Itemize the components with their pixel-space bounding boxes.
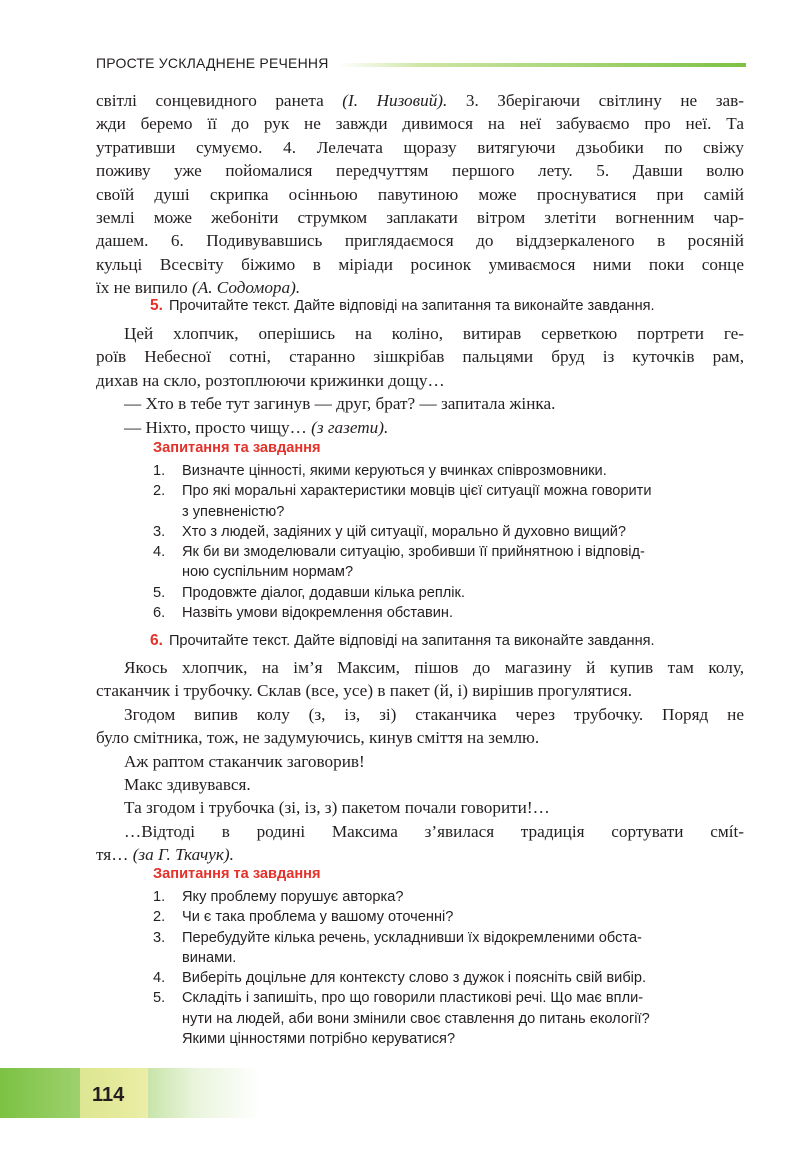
chapter-title: ПРОСТЕ УСКЛАДНЕНЕ РЕЧЕННЯ [96,55,329,71]
text-line: Якось хлопчик, на ім’я Максим, пішов до магазину й купив там колу, [124,658,744,677]
question-item: 3. Перебудуйте кілька речень, ускладнивши їх відокремленими обста- винами. [153,929,642,966]
dialog-line: — Ніхто, просто чищу… (з газети). [124,417,389,437]
running-header [96,52,746,74]
header-rule [339,63,747,67]
intro-line: кульці Всесвіту біжимо в міріади росинок умиваємося ними поки сонце [96,254,744,274]
questions-list-6 [153,887,745,1049]
intro-line: поживу уже пойомалися передчуттям першого лету. 5. Давши волю [96,161,744,181]
intro-line: землі може жебоніти струмком заплакати вітром злетіти вогненним чар- [96,208,744,228]
task-instruction: Прочитайте текст. Дайте відповіді на запитання та виконайте завдання. [168,633,655,649]
text-6 [96,656,744,867]
task-instruction: Прочитайте текст. Дайте відповіді на запитання та виконайте завдання. [168,298,655,314]
text-line: Згодом випив колу (з, із, зі) стаканчика через трубочку. Поряд не [124,704,744,724]
question-item: 2. Чи є така проблема у вашому оточенні? [153,909,454,926]
intro-paragraph [96,89,744,300]
text-line: стаканчик і трубочку. Склав (все, усе) в пакет (й, і) вирішив прогулятися. [96,681,633,701]
text-line: …Відтоді в родині Максима з’явилася традиція сортувати смít- [124,821,744,841]
source-citation: (І. Низовий). [342,91,448,110]
text-line: Аж раптом стаканчик заговорив! [124,751,365,771]
task-number: 6. [150,632,163,649]
questions-heading: Запитання та завдання [153,866,321,882]
question-item: 4. Як би ви змоделювали ситуацію, зробивши її прийнятною і відповід- ною суспільним нормам? [153,544,645,581]
intro-line: своїй душі скрипка осінньою павутиною може проснуватися при самій [96,184,744,204]
text-5 [96,322,744,439]
text-line: Цей хлопчик, оперішись на коліно, витирав серветкою портрети ге- [124,324,744,343]
source-citation: (з газети). [311,417,389,437]
questions-heading: Запитання та завдання [153,440,321,456]
question-item: 1. Визначте цінності, якими керуються у вчинках співрозмовники. [153,463,607,479]
source-citation: (А. Содомора). [191,278,301,298]
intro-line: їх не випило (А. Содомора). [96,278,301,298]
question-item: 1. Яку проблему порушує авторка? [153,889,404,905]
question-item: 4. Виберіть доцільне для контексту слово з дужок і поясніть свій вибір. [153,970,647,987]
intro-line: дашем. 6. Подивувавшись приглядаємося до віддзеркаленого в росяній [96,231,744,251]
task-number: 5. [150,297,163,314]
text-line: Та згодом і трубочка (зі, із, з) пакетом почали говорити!… [124,798,550,818]
question-item: 5. Складіть і запишіть, про що говорили пластикові речі. Що має впли- нути на людей, аби вони змінили своє ставлення до питань екології? Якими цінностями потрібно керуватися? [153,990,650,1048]
text-line: тя… (за Г. Ткачук). [96,845,234,865]
questions-list-5 [153,461,745,623]
page-number: 114 [92,1084,125,1106]
question-item: 5. Продовжте діалог, додавши кілька реплік. [153,584,465,601]
text-line: роїв Небесної сотні, старанно зішкрібав пальцями бруд із куточків рам, [96,347,744,367]
text-line: Макс здивувався. [124,775,251,795]
intro-line: жди беремо її до рук не завжди дивимося на неї забуваємо про неї. Та [96,114,744,134]
question-item: 6. Назвіть умови відокремлення обставин. [153,605,454,622]
dialog-line: — Хто в тебе тут загинув — друг, брат? — запитала жінка. [124,394,556,414]
intro-line: утративши сумуємо. 4. Лелечата щоразу витягуючи дзьобики по свіжу [96,137,744,157]
question-item: 3. Хто з людей, задіяних у цій ситуації, морально й духовно вищий? [153,523,627,540]
task-5 [150,297,655,315]
text-line: дихав на скло, розтоплюючи крижинки дощу… [96,370,445,390]
text-line: було смітника, тож, не задумуючись, кинув сміття на землю. [96,728,540,748]
source-citation: (за Г. Ткачук). [132,845,234,865]
task-6 [150,632,655,650]
intro-line: світлі сонцевидного ранета (І. Низовий). 3. Зберігаючи світлину не зав- [96,91,744,110]
question-item: 2. Про які моральні характеристики мовців цієї ситуації можна говорити з упевненістю? [153,483,652,520]
